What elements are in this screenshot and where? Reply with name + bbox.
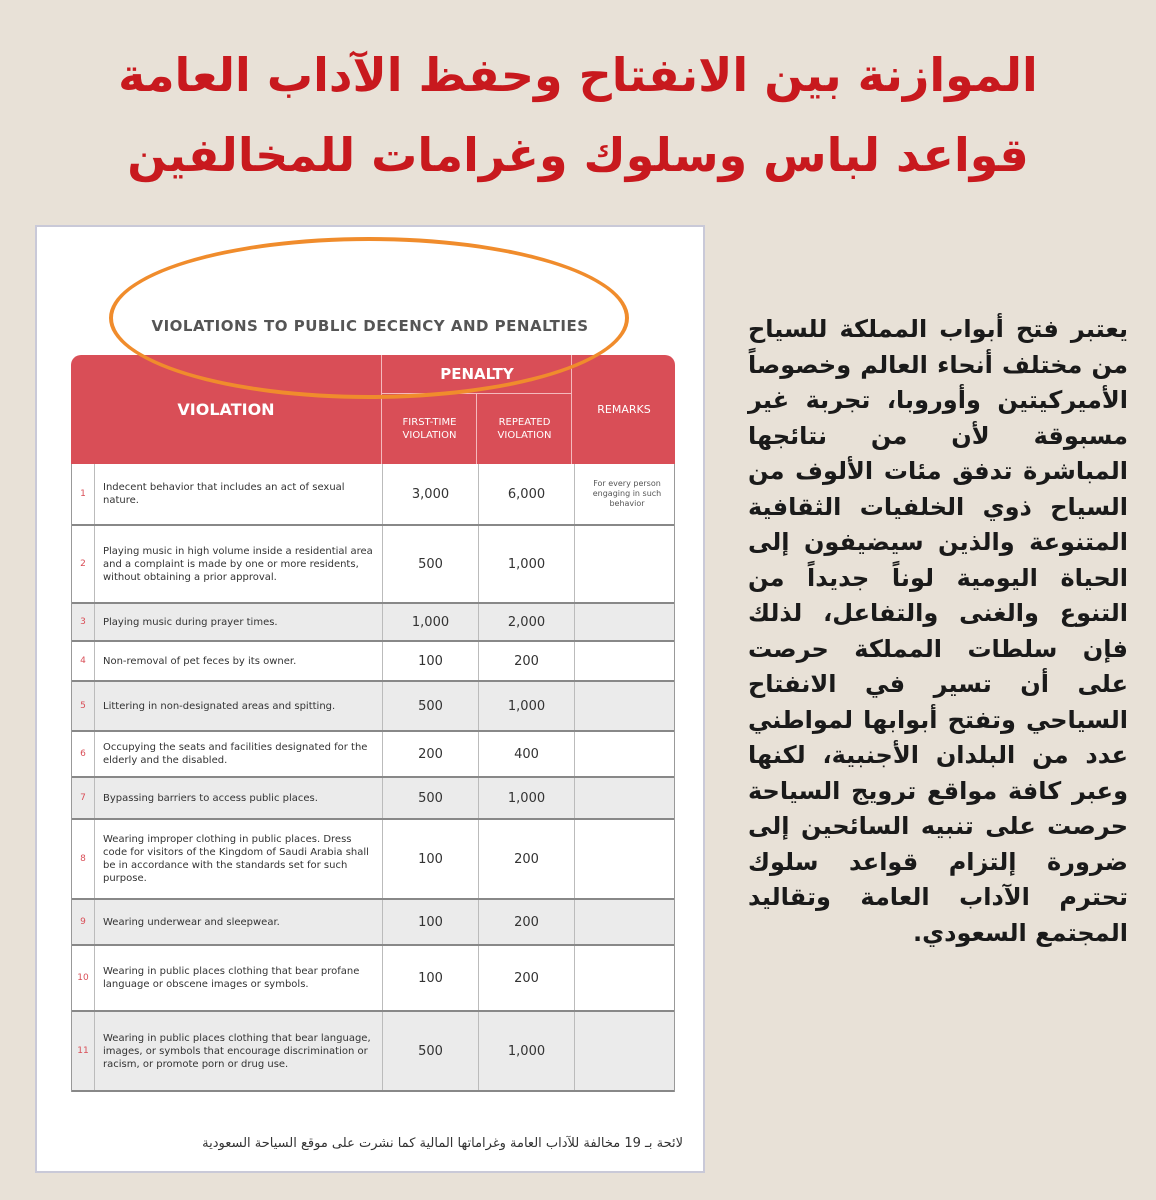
- row-violation: Littering in non-designated areas and spitting.: [95, 682, 383, 730]
- row-number: 1: [72, 464, 95, 524]
- header-violation: VIOLATION: [177, 400, 275, 419]
- row-violation: Indecent behavior that includes an act of sexual nature.: [95, 464, 383, 524]
- row-first-time: 100: [383, 820, 479, 898]
- row-repeated: 200: [479, 900, 575, 944]
- header-first-time: FIRST-TIME VIOLATION: [381, 394, 477, 464]
- row-repeated: 6,000: [479, 464, 575, 524]
- table-row: [72, 1012, 674, 1092]
- table-row: [72, 820, 674, 900]
- row-number: 3: [72, 604, 95, 640]
- row-remarks: [575, 900, 679, 944]
- headline-line-1: الموازنة بين الانفتاح وحفظ الآداب العامة: [118, 48, 1038, 102]
- row-violation: Wearing underwear and sleepwear.: [95, 900, 383, 944]
- table-row: [72, 900, 674, 946]
- header-remarks: REMARKS: [571, 355, 676, 464]
- header-penalty: PENALTY: [381, 355, 572, 394]
- row-first-time: 100: [383, 900, 479, 944]
- headline-line-2: قواعد لباس وسلوك وغرامات للمخالفين: [127, 128, 1029, 182]
- row-number: 8: [72, 820, 95, 898]
- table-row: [72, 732, 674, 778]
- row-violation: Occupying the seats and facilities designated for the elderly and the disabled.: [95, 732, 383, 776]
- row-first-time: 1,000: [383, 604, 479, 640]
- row-violation: Bypassing barriers to access public places.: [95, 778, 383, 818]
- table-caption: لائحة بـ 19 مخالفة للآداب العامة وغراماتها المالية كما نشرت على موقع السياحة السعودية: [202, 1136, 683, 1151]
- table-row: [72, 464, 674, 526]
- row-remarks: [575, 946, 679, 1010]
- row-repeated: 1,000: [479, 1012, 575, 1090]
- row-first-time: 500: [383, 526, 479, 602]
- row-violation: Wearing in public places clothing that bear profane language or obscene images or symbols.: [95, 946, 383, 1010]
- penalties-table-card: [35, 225, 705, 1173]
- row-first-time: 200: [383, 732, 479, 776]
- row-remarks: [575, 526, 679, 602]
- article-body: يعتبر فتح أبواب المملكة للسياح من مختلف أنحاء العالم وخصوصاً الأميركيتين وأوروبا، تجربة غير مسبوقة لأن من نتائجها المباشرة تدفق مئات الألوف من السياح ذوي الخلفيات الثقافية المتنوعة والذين سيضيفون إلى الحياة اليومية لوناً جديداً من التنوع والغنى والتفاعل، لذلك فإن سلطات المملكة حرصت على أن تسير في الانفتاح السياحي وتفتح أبوابها لمواطني عدد من البلدان الأجنبية، لكنها وعبر كافة مواقع ترويج السياحة حرصت على تنبيه السائحين إلى ضرورة إلتزام قواعد سلوك تحترم الآداب العامة وتقاليد المجتمع السعودي.: [748, 315, 1128, 947]
- table-row: [72, 604, 674, 642]
- row-number: 5: [72, 682, 95, 730]
- row-first-time: 100: [383, 946, 479, 1010]
- table-title: VIOLATIONS TO PUBLIC DECENCY AND PENALTIES: [151, 317, 589, 335]
- row-remarks: For every person engaging in such behavior: [592, 479, 662, 508]
- row-first-time: 500: [383, 778, 479, 818]
- row-remarks: [575, 820, 679, 898]
- row-violation: Wearing improper clothing in public places. Dress code for visitors of the Kingdom of Saudi Arabia shall be in accordance with the standards set for such purpose.: [95, 820, 383, 898]
- row-repeated: 200: [479, 820, 575, 898]
- row-number: 10: [72, 946, 95, 1010]
- row-repeated: 2,000: [479, 604, 575, 640]
- row-repeated: 1,000: [479, 526, 575, 602]
- row-first-time: 500: [383, 682, 479, 730]
- table-row: [72, 946, 674, 1012]
- table-row: [72, 526, 674, 604]
- row-repeated: 1,000: [479, 778, 575, 818]
- row-repeated: 200: [479, 642, 575, 680]
- header-repeated: REPEATED VIOLATION: [476, 394, 572, 464]
- row-violation: Playing music in high volume inside a residential area and a complaint is made by one or more residents, without obtaining a prior approval.: [95, 526, 383, 602]
- table-body: [71, 464, 675, 1092]
- row-number: 2: [72, 526, 95, 602]
- table-row: [72, 778, 674, 820]
- row-remarks: [575, 642, 679, 680]
- row-first-time: 3,000: [383, 464, 479, 524]
- penalties-table: [71, 355, 675, 1092]
- table-row: [72, 642, 674, 682]
- row-remarks: [575, 682, 679, 730]
- row-repeated: 200: [479, 946, 575, 1010]
- table-header: [71, 355, 675, 464]
- row-repeated: 400: [479, 732, 575, 776]
- row-remarks: [575, 1012, 679, 1090]
- row-remarks: [575, 778, 679, 818]
- row-number: 4: [72, 642, 95, 680]
- row-number: 6: [72, 732, 95, 776]
- row-first-time: 100: [383, 642, 479, 680]
- row-number: 9: [72, 900, 95, 944]
- row-number: 7: [72, 778, 95, 818]
- row-number: 11: [72, 1012, 95, 1090]
- row-remarks: [575, 604, 679, 640]
- row-violation: Wearing in public places clothing that bear language, images, or symbols that encourage discrimination or racism, or promote porn or drug use.: [95, 1012, 383, 1090]
- row-remarks: [575, 732, 679, 776]
- table-row: [72, 682, 674, 732]
- row-repeated: 1,000: [479, 682, 575, 730]
- row-violation: Playing music during prayer times.: [95, 604, 383, 640]
- row-violation: Non-removal of pet feces by its owner.: [95, 642, 383, 680]
- row-first-time: 500: [383, 1012, 479, 1090]
